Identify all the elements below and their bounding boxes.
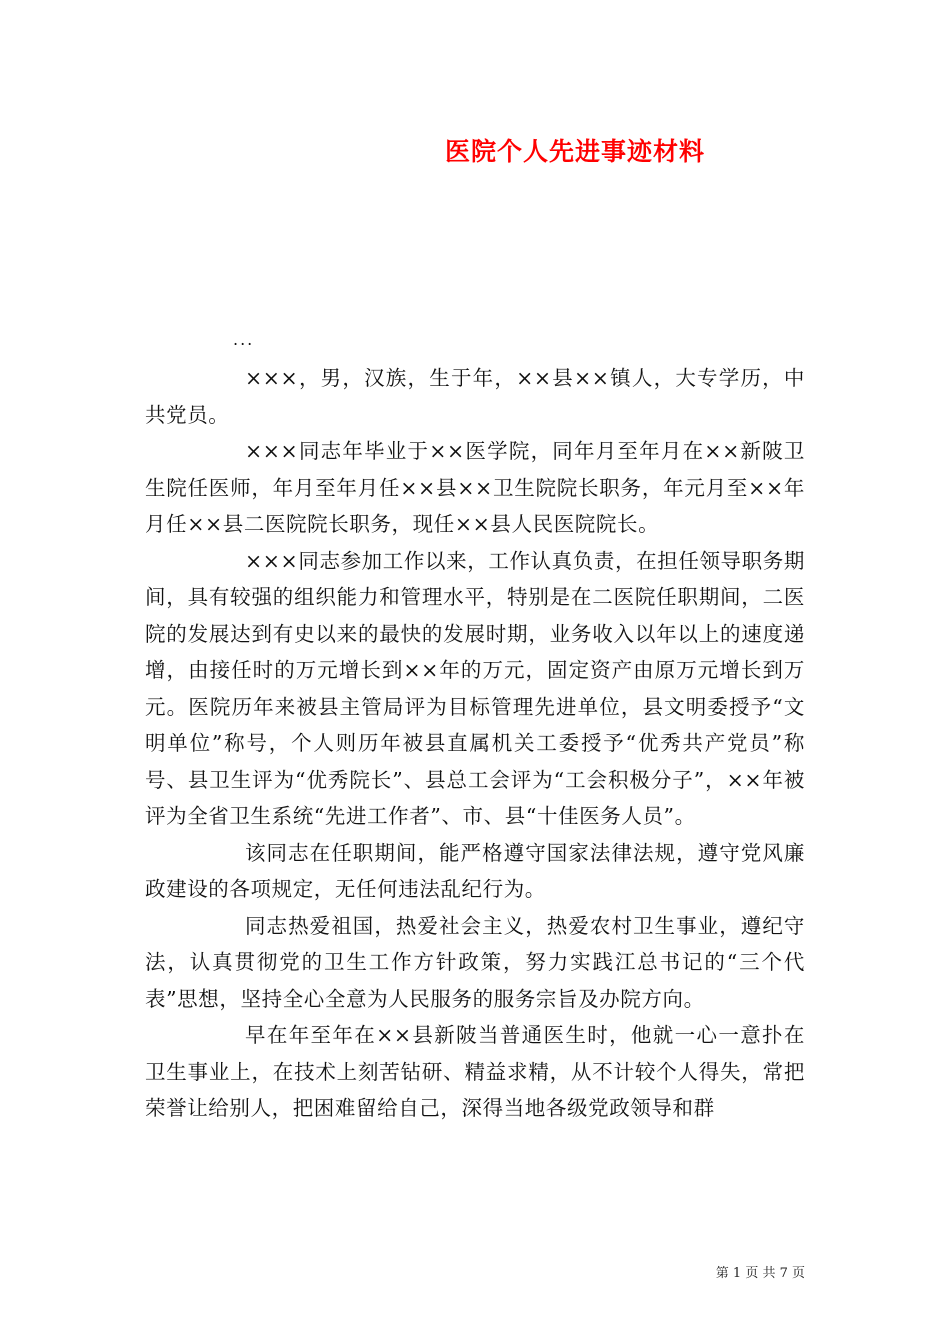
ellipsis-marker: ...: [233, 330, 255, 349]
paragraph-early-career: 早在年至年在××县新陂当普通医生时，他就一心一意扑在卫生事业上，在技术上刻苦钻研、精益求精，从不计较个人得失，常把荣誉让给别人，把困难留给自己，深得当地各级党政领导和群: [145, 1023, 805, 1120]
paragraph-career: ×××同志年毕业于××医学院，同年月至年月在××新陂卫生院任医师，年月至年月任××县××卫生院院长职务，年元月至××年月任××县二医院院长职务，现任××县人民医院院长。: [145, 439, 805, 536]
page-footer: 第 1 页 共 7 页: [715, 1266, 805, 1281]
paragraph-patriotism: 同志热爱祖国，热爱社会主义，热爱农村卫生事业，遵纪守法，认真贯彻党的卫生工作方针政策，努力实践江总书记的“三个代表”思想，坚持全心全意为人民服务的服务宗旨及办院方向。: [145, 913, 805, 1011]
paragraph-achievements: ×××同志参加工作以来，工作认真负责，在担任领导职务期间，具有较强的组织能力和管理水平，特别是在二医院任职期间，二医院的发展达到有史以来的最快的发展时期，业务收入以年以上的速度递增，由接任时的万元增长到××年的万元，固定资产由原万元增长到万元。医院历年来被县主管局评为目标管理先进单位，县文明委授予“文明单位”称号，个人则历年被县直属机关工委授予“优秀共产党员”称号、县卫生评为“优秀院长”、县总工会评为“工会积极分子”，××年被评为全省卫生系统“先进工作者”、市、县“十佳医务人员”。: [145, 548, 805, 828]
paragraph-intro: ×××，男，汉族，生于年，××县××镇人，大专学历，中共党员。: [145, 366, 805, 427]
document-title: 医院个人先进事迹材料: [444, 137, 705, 166]
document-body: [145, 360, 805, 1127]
paragraph-discipline: 该同志在任职期间，能严格遵守国家法律法规，遵守党风廉政建设的各项规定，无任何违法乱纪行为。: [145, 840, 805, 901]
